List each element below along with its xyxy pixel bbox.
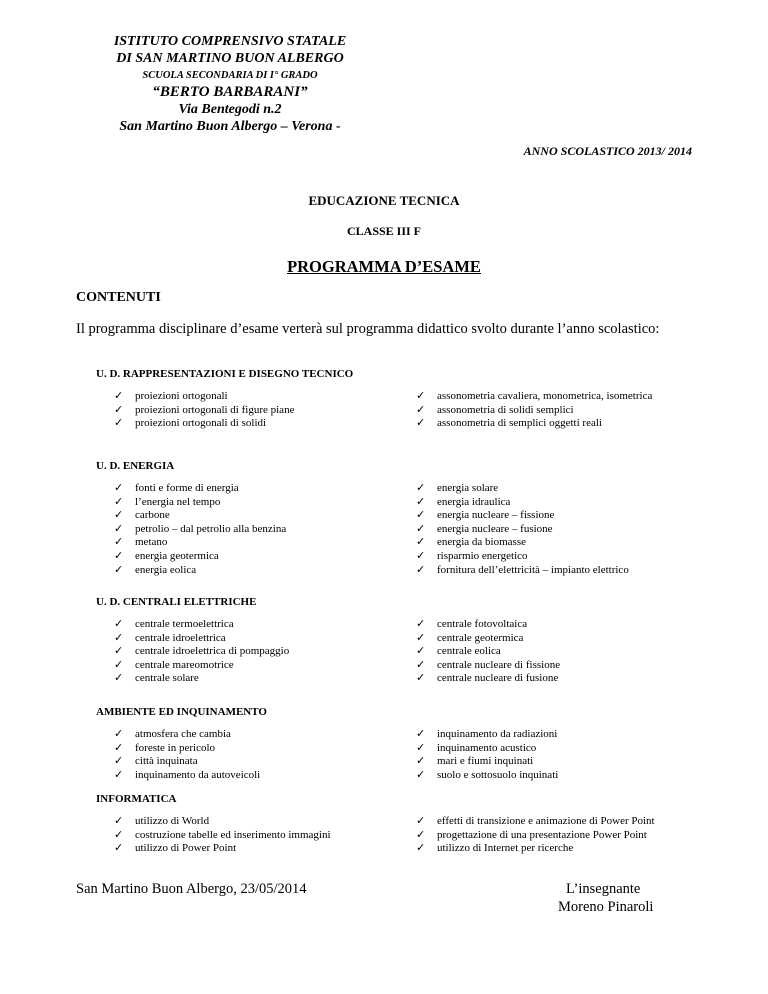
list-item xyxy=(114,659,289,673)
list-item-text: energia geotermica xyxy=(135,549,219,562)
contenuti-heading: CONTENUTI xyxy=(76,290,161,305)
header-line-1: ISTITUTO COMPRENSIVO STATALE xyxy=(113,34,347,49)
list-item-text: atmosfera che cambia xyxy=(135,728,231,740)
checkmark-icon: ✓ xyxy=(416,741,426,754)
list-item xyxy=(416,482,629,496)
list-item xyxy=(114,815,331,829)
list-item-text: città inquinata xyxy=(135,755,198,768)
list-item-text: centrale solare xyxy=(135,672,199,685)
checkmark-icon: ✓ xyxy=(114,631,124,644)
list-item xyxy=(114,482,286,496)
checkmark-icon: ✓ xyxy=(416,842,426,855)
checkmark-icon: ✓ xyxy=(114,755,124,768)
list-item-text: mari e fiumi inquinati xyxy=(437,755,534,768)
list-item-text: centrale nucleare di fusione xyxy=(437,672,559,685)
list-item xyxy=(416,523,629,537)
list-item xyxy=(416,842,655,856)
checkmark-icon: ✓ xyxy=(416,509,426,522)
place-date: San Martino Buon Albergo, 23/05/2014 xyxy=(76,881,307,897)
list-item xyxy=(114,842,331,856)
list-item xyxy=(114,417,294,431)
list-item-text: energia solare xyxy=(437,482,499,494)
list-item-text: proiezioni ortogonali di solidi xyxy=(135,417,267,430)
list-item xyxy=(114,728,260,742)
class-label: CLASSE III F xyxy=(346,224,422,238)
list-item-text: progettazione di una presentazione Power Point xyxy=(437,828,647,841)
checkmark-icon: ✓ xyxy=(114,549,124,562)
list-item-text: utilizzo di World xyxy=(135,815,210,827)
checkmark-icon: ✓ xyxy=(416,618,426,630)
checkmark-icon: ✓ xyxy=(416,658,426,671)
section-left-list xyxy=(114,728,260,782)
list-item-text: inquinamento da radiazioni xyxy=(437,728,558,740)
list-item xyxy=(416,509,629,523)
header-line-2: DI SAN MARTINO BUON ALBERGO xyxy=(116,51,344,66)
section-title: AMBIENTE ED INQUINAMENTO xyxy=(96,706,267,718)
list-item xyxy=(114,632,289,646)
subject-title: EDUCAZIONE TECNICA xyxy=(308,193,460,208)
list-item-text: energia da biomasse xyxy=(437,536,526,549)
list-item xyxy=(114,509,286,523)
list-item-text: energia nucleare – fissione xyxy=(437,509,555,522)
list-item-text: inquinamento acustico xyxy=(437,741,537,754)
list-item xyxy=(114,536,286,550)
checkmark-icon: ✓ xyxy=(416,828,426,841)
intro-paragraph: Il programma disciplinare d’esame verterà sul programma didattico svolto durante l’anno scolastico: xyxy=(76,321,660,337)
section-right-list xyxy=(416,390,652,431)
list-item xyxy=(114,404,294,418)
checkmark-icon: ✓ xyxy=(114,658,124,671)
list-item-text: centrale idroelettrica di pompaggio xyxy=(135,645,290,658)
list-item xyxy=(416,564,629,578)
list-item xyxy=(416,417,652,431)
list-item xyxy=(114,564,286,578)
checkmark-icon: ✓ xyxy=(114,618,124,630)
list-item-text: centrale geotermica xyxy=(437,631,524,644)
checkmark-icon: ✓ xyxy=(114,563,124,576)
list-item xyxy=(416,404,652,418)
checkmark-icon: ✓ xyxy=(114,672,124,685)
list-item xyxy=(114,550,286,564)
list-item-text: fonti e forme di energia xyxy=(135,482,239,494)
checkmark-icon: ✓ xyxy=(416,495,426,508)
checkmark-icon: ✓ xyxy=(114,495,124,508)
checkmark-icon: ✓ xyxy=(416,815,426,827)
checkmark-icon: ✓ xyxy=(114,522,124,535)
section-right-list xyxy=(416,618,560,686)
checkmark-icon: ✓ xyxy=(416,768,426,781)
checkmark-icon: ✓ xyxy=(114,815,124,827)
list-item xyxy=(416,659,560,673)
list-item-text: inquinamento da autoveicoli xyxy=(135,768,261,781)
section-title: U. D. CENTRALI ELETTRICHE xyxy=(96,596,257,608)
header-school-name: “BERTO BARBARANI” xyxy=(152,84,308,100)
list-item xyxy=(114,496,286,510)
checkmark-icon: ✓ xyxy=(114,390,124,402)
programma-title: PROGRAMMA D’ESAME xyxy=(287,257,481,276)
section-title: U. D. ENERGIA xyxy=(96,460,175,472)
list-item-text: assonometria di solidi semplici xyxy=(437,403,574,416)
list-item-text: energia nucleare – fusione xyxy=(437,522,553,535)
teacher-name: Moreno Pinaroli xyxy=(558,899,654,915)
checkmark-icon: ✓ xyxy=(114,536,124,549)
list-item xyxy=(416,755,558,769)
list-item xyxy=(114,523,286,537)
checkmark-icon: ✓ xyxy=(114,482,124,494)
section-right-list xyxy=(416,728,558,782)
list-item-text: l’energia nel tempo xyxy=(135,495,221,508)
list-item-text: proiezioni ortogonali xyxy=(135,390,228,402)
list-item xyxy=(416,390,652,404)
checkmark-icon: ✓ xyxy=(416,417,426,430)
section-left-list xyxy=(114,618,289,686)
list-item-text: metano xyxy=(135,536,168,549)
list-item xyxy=(114,618,289,632)
school-header xyxy=(60,33,400,135)
list-item xyxy=(114,755,260,769)
list-item-text: energia idraulica xyxy=(437,495,511,508)
list-item xyxy=(416,536,629,550)
checkmark-icon: ✓ xyxy=(114,842,124,855)
header-line-3: SCUOLA SECONDARIA DI I° GRADO xyxy=(142,70,318,81)
teacher-role: L’insegnante xyxy=(566,881,641,897)
section-title: INFORMATICA xyxy=(96,793,177,805)
list-item xyxy=(114,742,260,756)
header-address: Via Bentegodi n.2 xyxy=(178,102,282,117)
list-item xyxy=(416,632,560,646)
list-item-text: centrale eolica xyxy=(437,645,501,658)
list-item xyxy=(416,815,655,829)
list-item xyxy=(416,672,560,686)
checkmark-icon: ✓ xyxy=(114,741,124,754)
list-item-text: centrale nucleare di fissione xyxy=(437,658,561,671)
checkmark-icon: ✓ xyxy=(114,645,124,658)
checkmark-icon: ✓ xyxy=(114,728,124,740)
list-item-text: utilizzo di Power Point xyxy=(135,842,237,855)
list-item xyxy=(114,390,294,404)
list-item xyxy=(114,829,331,843)
section-title: U. D. RAPPRESENTAZIONI E DISEGNO TECNICO xyxy=(96,368,354,380)
list-item-text: energia eolica xyxy=(135,563,197,576)
checkmark-icon: ✓ xyxy=(416,390,426,402)
list-item-text: foreste in pericolo xyxy=(135,741,216,754)
checkmark-icon: ✓ xyxy=(416,755,426,768)
header-city: San Martino Buon Albergo – Verona - xyxy=(119,119,341,134)
checkmark-icon: ✓ xyxy=(114,828,124,841)
section-left-list xyxy=(114,815,331,856)
list-item xyxy=(416,550,629,564)
list-item-text: carbone xyxy=(135,509,170,522)
list-item-text: effetti di transizione e animazione di Power Point xyxy=(437,815,655,827)
section-right-list xyxy=(416,815,655,856)
school-year: ANNO SCOLASTICO 2013/ 2014 xyxy=(523,144,692,158)
list-item-text: centrale fotovoltaica xyxy=(437,618,528,630)
list-item xyxy=(416,618,560,632)
checkmark-icon: ✓ xyxy=(114,768,124,781)
section-left-list xyxy=(114,390,294,431)
list-item-text: centrale idroelettrica xyxy=(135,631,226,644)
checkmark-icon: ✓ xyxy=(416,482,426,494)
checkmark-icon: ✓ xyxy=(114,403,124,416)
list-item-text: assonometria di semplici oggetti reali xyxy=(437,417,602,430)
list-item-text: fornitura dell’elettricità – impianto elettrico xyxy=(437,563,629,576)
section-right-list xyxy=(416,482,629,577)
list-item-text: risparmio energetico xyxy=(437,549,528,562)
list-item xyxy=(416,728,558,742)
checkmark-icon: ✓ xyxy=(416,645,426,658)
checkmark-icon: ✓ xyxy=(114,417,124,430)
checkmark-icon: ✓ xyxy=(416,728,426,740)
list-item-text: centrale mareomotrice xyxy=(135,658,234,671)
list-item-text: suolo e sottosuolo inquinati xyxy=(437,768,559,781)
list-item xyxy=(114,672,289,686)
list-item-text: centrale termoelettrica xyxy=(135,618,234,630)
checkmark-icon: ✓ xyxy=(114,509,124,522)
list-item-text: costruzione tabelle ed inserimento immagini xyxy=(135,828,331,841)
list-item xyxy=(114,769,260,783)
checkmark-icon: ✓ xyxy=(416,631,426,644)
list-item xyxy=(416,645,560,659)
list-item-text: assonometria cavaliera, monometrica, isometrica xyxy=(437,390,653,402)
list-item-text: petrolio – dal petrolio alla benzina xyxy=(135,522,287,535)
list-item xyxy=(416,496,629,510)
checkmark-icon: ✓ xyxy=(416,536,426,549)
checkmark-icon: ✓ xyxy=(416,403,426,416)
list-item xyxy=(416,769,558,783)
list-item-text: utilizzo di Internet per ricerche xyxy=(437,842,574,855)
section-left-list xyxy=(114,482,286,577)
list-item xyxy=(416,829,655,843)
list-item xyxy=(416,742,558,756)
checkmark-icon: ✓ xyxy=(416,563,426,576)
list-item xyxy=(114,645,289,659)
list-item-text: proiezioni ortogonali di figure piane xyxy=(135,403,295,416)
checkmark-icon: ✓ xyxy=(416,522,426,535)
checkmark-icon: ✓ xyxy=(416,549,426,562)
checkmark-icon: ✓ xyxy=(416,672,426,685)
